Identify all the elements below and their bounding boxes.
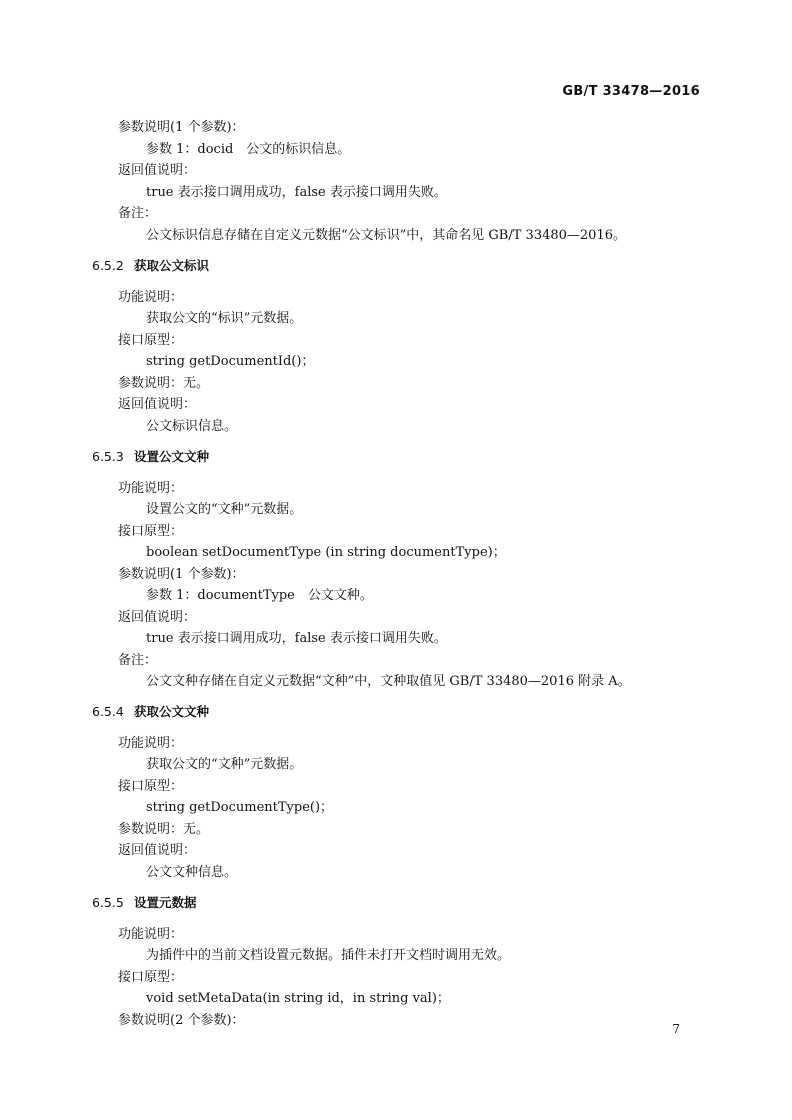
page-number: 7	[672, 1022, 680, 1036]
section-number: 6.5.5	[92, 895, 124, 910]
return-desc-text: 公文文种信息。	[146, 865, 238, 880]
section-title: 设置公文文种	[134, 449, 210, 464]
remark-text: 公文文种存储在自定义元数据“文种”中，文种取值见 GB/T 33480—2016 附录 A。	[146, 674, 631, 689]
section-heading-6-5-2	[92, 258, 209, 274]
interface-prototype-code: boolean setDocumentType (in string documentType)；	[146, 545, 506, 560]
interface-prototype-code: string getDocumentId()；	[146, 354, 315, 369]
section-title: 设置元数据	[134, 895, 197, 910]
function-desc-text: 获取公文的“标识”元数据。	[146, 311, 303, 326]
function-desc-label: 功能说明：	[118, 736, 184, 751]
function-desc-text: 获取公文的“文种”元数据。	[146, 757, 303, 772]
interface-prototype-code: void setMetaData(in string id，in string val)；	[146, 991, 450, 1006]
interface-prototype-label: 接口原型：	[118, 524, 184, 539]
remark-label: 备注：	[118, 653, 158, 668]
function-desc-text: 设置公文的“文种”元数据。	[146, 502, 303, 517]
section-number: 6.5.2	[92, 258, 124, 273]
param-desc-label: 参数说明(2 个参数)：	[118, 1013, 245, 1028]
param-desc-text: 参数 1：documentType 公文文种。	[146, 588, 373, 603]
interface-prototype-label: 接口原型：	[118, 970, 184, 985]
function-desc-label: 功能说明：	[118, 481, 184, 496]
section-number: 6.5.3	[92, 449, 124, 464]
return-desc-label: 返回值说明：	[118, 163, 197, 178]
section-number: 6.5.4	[92, 704, 124, 719]
section-heading-6-5-5	[92, 895, 197, 911]
return-desc-label: 返回值说明：	[118, 843, 197, 858]
return-desc-text: true 表示接口调用成功，false 表示接口调用失败。	[146, 631, 447, 646]
param-desc-label: 参数说明：无。	[118, 376, 210, 391]
function-desc-label: 功能说明：	[118, 290, 184, 305]
interface-prototype-label: 接口原型：	[118, 779, 184, 794]
remark-text: 公文标识信息存储在自定义元数据“公文标识”中，其命名见 GB/T 33480—2016。	[146, 228, 626, 243]
interface-prototype-code: string getDocumentType()；	[146, 800, 334, 815]
standard-code-header: GB/T 33478—2016	[562, 84, 700, 99]
remark-label: 备注：	[118, 206, 158, 221]
section-heading-6-5-4	[92, 704, 209, 720]
interface-prototype-label: 接口原型：	[118, 333, 184, 348]
param-desc-text: 参数 1：docid 公文的标识信息。	[146, 142, 351, 157]
param-desc-label: 参数说明(1 个参数)：	[118, 567, 245, 582]
function-desc-label: 功能说明：	[118, 927, 184, 942]
section-title: 获取公文文种	[134, 704, 210, 719]
return-desc-text: 公文标识信息。	[146, 419, 238, 434]
return-desc-label: 返回值说明：	[118, 397, 197, 412]
param-desc-label: 参数说明：无。	[118, 822, 210, 837]
param-desc-label: 参数说明(1 个参数)：	[118, 120, 245, 135]
return-desc-label: 返回值说明：	[118, 610, 197, 625]
section-heading-6-5-3	[92, 449, 209, 465]
section-title: 获取公文标识	[134, 258, 210, 273]
function-desc-text: 为插件中的当前文档设置元数据。插件未打开文档时调用无效。	[146, 948, 511, 963]
return-desc-text: true 表示接口调用成功，false 表示接口调用失败。	[146, 185, 447, 200]
